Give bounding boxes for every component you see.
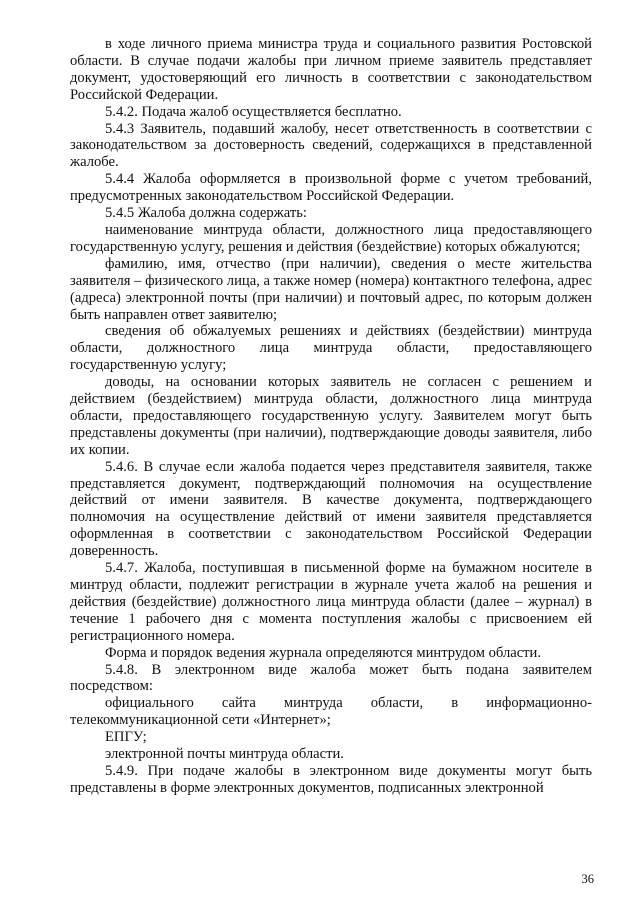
paragraph: 5.4.8. В электронном виде жалоба может быть подана заявителем посредством:	[70, 661, 592, 695]
paragraph: ЕПГУ;	[105, 729, 147, 746]
paragraph: доводы, на основании которых заявитель не согласен с решением и действием (бездействием) минтруда области, должностного лица минтруда области, предоставляющего государственную услугу. Заявителем могут быть представлены документы (при наличии), подтверждающие доводы заявителя, либо их копии.	[70, 374, 592, 458]
paragraph: 5.4.5 Жалоба должна содержать:	[105, 205, 307, 222]
paragraph: 5.4.4 Жалоба оформляется в произвольной форме с учетом требований, предусмотренных законодательством Российской Федерации.	[70, 171, 592, 205]
paragraph: официального сайта минтруда области, в информационно-телекоммуникационной сети «Интернет»;	[70, 695, 592, 729]
paragraph: 5.4.9. При подаче жалобы в электронном виде документы могут быть представлены в форме электронных документов, подписанных электронной	[70, 762, 592, 796]
paragraph: 5.4.6. В случае если жалоба подается через представителя заявителя, также представляется документ, подтверждающий полномочия на осуществление действий от имени заявителя. В качестве документа, подтверждающего полномочия на осуществление действий от имени заявителя представляется оформленная в соответствии с законодательством Российской Федерации доверенность.	[70, 458, 592, 560]
paragraph: фамилию, имя, отчество (при наличии), сведения о месте жительства заявителя – физического лица, а также номер (номера) контактного телефона, адрес (адреса) электронной почты (при наличии) и почтовый адрес, по которым должен быть направлен ответ заявителю;	[70, 255, 593, 323]
paragraph: 5.4.7. Жалоба, поступившая в письменной форме на бумажном носителе в минтруд области, подлежит регистрации в журнале учета жалоб на решения и действия (бездействие) должностного лица минтруда области (далее – журнал) в течение 1 рабочего дня с момента поступления жалобы с присвоением ей регистрационного номера.	[70, 560, 592, 644]
page-number: 36	[581, 872, 594, 886]
paragraph: в ходе личного приема министра труда и социального развития Ростовской области. В случае подачи жалобы при личном приеме заявитель представляет документ, удостоверяющий его личность в соответствии с законодательством Российской Федерации.	[70, 36, 592, 103]
paragraph: сведения об обжалуемых решениях и действиях (бездействии) минтруда области, должностного лица минтруда области, предоставляющего государственную услугу;	[70, 323, 592, 374]
paragraph: 5.4.3 Заявитель, подавший жалобу, несет ответственность в соответствии с законодательством за достоверность сведений, содержащихся в представленной жалобе.	[70, 120, 592, 171]
paragraph: Форма и порядок ведения журнала определяются минтрудом области.	[105, 644, 542, 661]
paragraph: наименование минтруда области, должностного лица предоставляющего государственную услугу, решения и действия (бездействие) которых обжалуются;	[70, 221, 592, 255]
paragraph: 5.4.2. Подача жалоб осуществляется бесплатно.	[105, 103, 402, 120]
paragraph: электронной почты минтруда области.	[105, 746, 344, 763]
document-body	[70, 36, 592, 797]
